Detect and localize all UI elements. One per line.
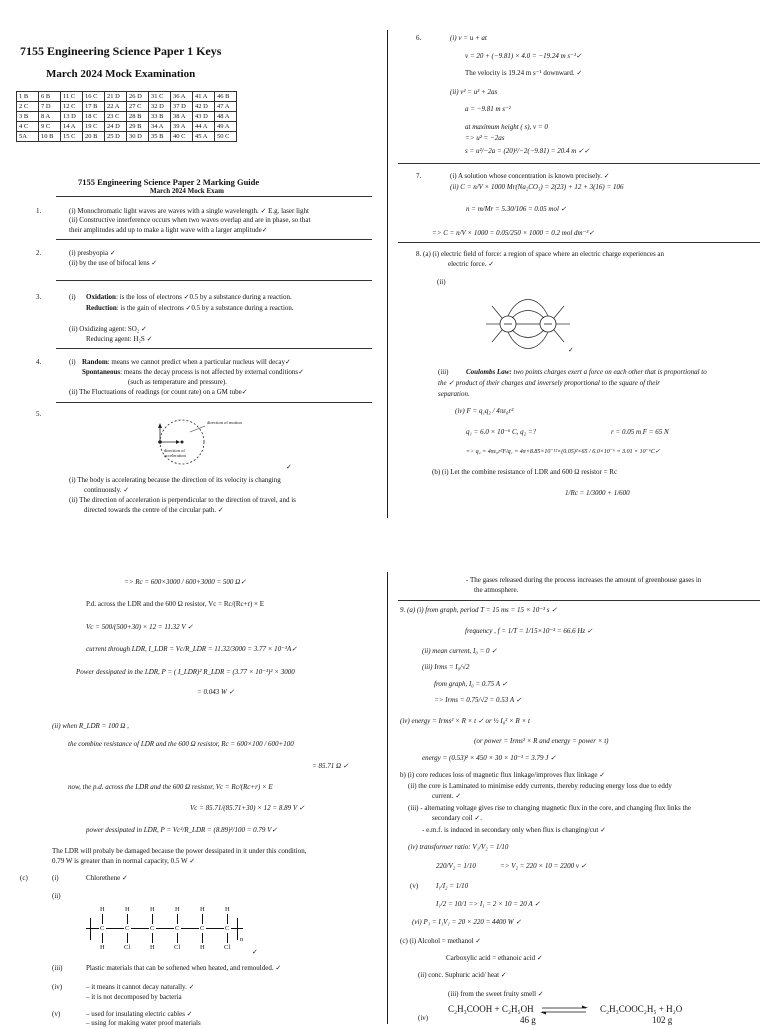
answer-text: electric force. ✓ [448,260,495,268]
equation: energy = (0.53)² × 450 × 30 × 10⁻³ = 3.79 J ✓ [422,754,556,762]
answer-key-cell: 24 D [105,122,127,132]
answer-text: n = m/Mr = 5.30/106 = 0.05 mol ✓ [466,205,567,213]
answer-text: (ii) when R_LDR = 100 Ω , [52,722,129,730]
answer-text: (ii) by the use of bifocal lens ✓ [69,259,158,267]
answer-key-cell: 5A [17,132,39,142]
atom-h: H [175,906,180,913]
answer-text: The LDR will probaly be damaged because the power dessipated in it under this condition, [52,847,307,855]
answer-key-cell: 6 B [39,92,61,102]
answer-text: (ii) v² = u² + 2as [450,88,498,96]
divider [398,600,760,601]
answer-text: (iv) energy = Irms² × R × t ✓ or ½ I₀² × R × t [400,717,530,725]
answer-text: (i) Monochromatic light waves are waves with a single wavelength. ✓ E.g. laser light [69,207,309,215]
atom-c: C [125,925,130,932]
answer-key-cell: 42 D [193,102,215,112]
answer-key-cell: 40 C [171,132,193,142]
answer-key-cell: 22 A [105,102,127,112]
answer-label: (iv) [52,983,63,991]
answer-text: 9. (a) (i) from graph, period T = 15 ms = 15 × 10⁻³ s ✓ [400,606,558,614]
answer-text: Reducing agent: H₂S ✓ [86,335,153,343]
answer-key-cell: 23 C [105,112,127,122]
answer-text: Plastic materials that can be softened when heated, and remoulded. ✓ [86,964,282,972]
answer-key-cell: 10 B [39,132,61,142]
definition: : means the decay process is not affected by external conditions✓ [120,368,304,376]
atom-h: H [200,944,205,951]
definition: : means we cannot predict when a particular nucleus will decay✓ [107,358,291,366]
bond-line [152,933,153,943]
atom-h: H [150,906,155,913]
equilibrium-arrow [540,1005,590,1015]
divider [56,239,372,240]
answer-text: r = 0.05 m F = 65 N [611,428,669,436]
answer-key-cell: 27 C [127,102,149,112]
answer-key-cell: 49 A [215,122,237,132]
answer-text: a = −9.81 m s⁻² [465,105,511,113]
answer-key-cell: 4 C [17,122,39,132]
equation: power dessipated in LDR, P = Vc²/R_LDR = (8.89)²/100 = 0.79 V✓ [86,826,278,834]
check-mark: ✓ [252,948,258,956]
label-direction-of-motion: direction of motion [207,420,242,425]
answer-label: (iii) [52,964,63,972]
answer-text: – using for making water proof materials [86,1019,201,1027]
answer-text: (ii) Constructive interference occurs when two waves overlap and are in phase, so that [69,216,311,224]
atom-c: C [200,925,205,932]
answer-key-cell: 26 D [127,92,149,102]
term: Oxidation [86,293,116,301]
centre-point [181,441,184,444]
answer-key-cell: 28 B [127,112,149,122]
reaction-products: C₂H₃COOC₂H₅ + H₂O [600,1004,683,1014]
term: Spontaneous [82,368,121,376]
definition: : is the loss of electrons ✓0.5 by a substance during a reaction. [115,293,292,301]
equation: I₁/I₂ = 1/10 [436,882,469,890]
atom-cl: Cl [124,944,131,951]
bond-line [127,933,128,943]
answer-text: Carboxylic acid = ethanoic acid ✓ [446,954,543,962]
answer-text: => q₂ = 4πε₀r²F/q₁ = 4π×8.85×10⁻¹²×(0.05)²×65 / 6.0×10⁻⁶ = 3.01 × 10⁻⁶C✓ [466,449,660,455]
answer-text: P.d. across the LDR and the 600 Ω resistor, Vc = Rc/(Rc+r) × E [86,600,264,608]
check-mark: ✓ [568,346,574,354]
divider [56,348,372,349]
bond-line [131,928,149,929]
answer-key-cell: 30 D [127,132,149,142]
atom-h: H [150,944,155,951]
paper2-title: 7155 Engineering Science Paper 2 Marking Guide [78,177,260,187]
answer-text: 8. (a) (i) electric field of force: a region of space where an electric charge experiences an [416,250,665,258]
product-mass: 102 g [652,1015,673,1025]
bond-line [237,918,238,940]
field-line [512,311,544,319]
answer-key-cell: 47 A [215,102,237,112]
answer-text [86,293,292,302]
answer-text: Chlorethene ✓ [86,874,128,882]
answer-label: (i) [52,874,59,882]
term: Reduction [86,304,117,312]
answer-text: => C = n/V × 1000 = 0.05/250 × 1000 = 0.2 mol dm⁻³✓ [432,229,595,237]
answer-text: the combine resistance of LDR and the 600 Ω resistor, Rc = 600×100 / 600+100 [68,740,294,748]
term: Random [82,358,108,366]
answer-key-cell: 18 C [83,112,105,122]
answer-label: (v) [52,1010,61,1018]
answer-text: (ii) The direction of acceleration is perpendicular to the direction of travel, and is [69,496,296,504]
divider [398,163,760,164]
answer-text: (ii) the core is Laminated to minimise eddy currents, thereby reducing energy loss due to eddy [408,782,672,790]
answer-key-cell: 50 C [215,132,237,142]
table-row [17,112,237,122]
answer-text: the atmosphere. [474,586,519,594]
answer-key-cell: 44 A [193,122,215,132]
equation: => Rc = 600×3000 / 600+3000 = 500 Ω✓ [124,578,247,586]
answer-key-cell: 29 B [127,122,149,132]
bond-line [102,933,103,943]
circular-motion-diagram [150,418,260,470]
answer-key-cell: 35 B [149,132,171,142]
equation: (iv) transformer ratio: V₁/V₂ = 1/10 [408,843,509,851]
repeat-n: n [240,936,244,943]
electric-field-diagram [482,290,592,358]
divider [56,280,372,281]
answer-key-table [16,91,237,142]
answer-text: b) (i) core reduces loss of magnetic flux linkage/improves flux linkage ✓ [400,771,606,779]
question-number: 7. [416,172,422,180]
answer-label: (v) [410,882,419,890]
answer-key-cell: 2 C [17,102,39,112]
answer-text: – it means it cannot decay naturally. ✓ [86,983,195,991]
answer-key-cell: 37 D [171,102,193,112]
answer-key-cell: 7 D [39,102,61,112]
answer-text: 0.79 W is greater than in normal capacity, 0.5 W ✓ [52,857,196,865]
atom-h: H [225,906,230,913]
answer-key-cell: 45 A [193,132,215,142]
answer-key-cell: 1 B [17,92,39,102]
divider [56,196,372,197]
answer-text: – it is not decomposed by bacteria [86,993,182,1001]
column-divider [387,572,388,1024]
answer-text: (ii) The Fluctuations of readings (or count rate) on a GM tube✓ [69,388,248,396]
bond-line [177,914,178,924]
answer-text: (c) (i) Alcohol = methanol ✓ [400,937,482,945]
bond-line [102,914,103,924]
answer-key-cell: 3 B [17,112,39,122]
question-number: 1. [36,207,42,215]
answer-text [86,304,294,313]
answer-key-cell: 12 C [61,102,83,112]
answer-text: continuously. ✓ [84,486,130,494]
pvc-polymer-structure [86,906,256,958]
answer-key-cell: 36 A [171,92,193,102]
equation: frequency , f = 1/T = 1/15×10⁻³ = 66.6 Hz ✓ [465,627,593,635]
term: Coulombs Law: [466,368,512,376]
equation: = 0.043 W ✓ [197,688,235,696]
answer-key-cell: 25 D [105,132,127,142]
answer-key-cell: 32 D [149,102,171,112]
answer-key-cell: 21 D [105,92,127,102]
atom-h: H [100,906,105,913]
answer-text: (ii) Oxidizing agent: SO₂ ✓ [69,325,147,333]
reaction-reactants: C₂H₃COOH + C₂H₅OH [448,1004,534,1014]
answer-text: (i) A solution whose concentration is known precisely. ✓ [450,172,610,180]
answer-text: => u² = −2as [465,134,505,142]
answer-text: (i) v = u + at [450,34,487,42]
bond-line [152,914,153,924]
field-line [554,330,564,342]
bond-line [202,914,203,924]
answer-key-cell: 15 C [61,132,83,142]
definition: : is the gain of electrons ✓0.5 by a substance during a reaction. [116,304,294,312]
answer-key-cell: 20 B [83,132,105,142]
acceleration-arrowhead [176,440,180,444]
answer-text: current. ✓ [432,792,462,800]
bond-line [90,918,91,940]
bond-line [86,928,99,929]
answer-label: (i) [69,293,76,301]
answer-key-cell: 43 D [193,112,215,122]
answer-text: (such as temperature and pressure). [128,378,227,386]
answer-key-cell: 46 B [215,92,237,102]
answer-text: the ✓ product of their charges and inversely proportional to the square of their [438,379,660,387]
answer-text: (iii) from the sweet fruity smell ✓ [448,990,544,998]
answer-label: (c) [20,874,28,882]
bond-line [127,914,128,924]
check-mark: ✓ [286,463,292,471]
atom-h: H [100,944,105,951]
answer-label: (i) [69,358,76,366]
answer-label: (ii) [52,892,61,900]
question-number: 6. [416,34,422,42]
answer-text: now, the p.d. across the LDR and the 600 Ω resistor, Vc = Rc/(Rc+r) × E [68,783,273,791]
answer-text: (b) (i) Let the combine resistance of LDR and 600 Ω resistor = Rc [432,468,618,476]
field-line [492,330,502,342]
motion-arrowhead [158,423,162,428]
answer-text [82,358,291,367]
answer-text: - e.m.f. is induced in secondary only when flux is changing/cut ✓ [422,826,606,834]
bond-line [202,933,203,943]
atom-c: C [175,925,180,932]
table-row [17,122,237,132]
equation: = 85.71 Ω ✓ [312,762,349,770]
atom-cl: Cl [224,944,231,951]
bond-line [206,928,224,929]
table-row [17,132,237,142]
answer-key-cell: 31 C [149,92,171,102]
answer-key-cell: 14 A [61,122,83,132]
equation: Vc = 500/(500+30) × 12 = 11.32 V ✓ [86,623,194,631]
answer-text: secondary coil ✓. [432,814,482,822]
answer-text: (i) The body is accelerating because the direction of its velocity is changing [69,476,281,484]
equation: I₁/2 = 10/1 => I₁ = 2 × 10 = 20 A ✓ [436,900,541,908]
answer-key-cell: 39 A [171,122,193,132]
answer-key-cell: 41 A [193,92,215,102]
answer-text: (i) presbyopia ✓ [69,249,116,257]
divider [398,242,760,243]
question-number: 2. [36,249,42,257]
field-line [512,330,544,338]
answer-text: – used for insulating electric cables ✓ [86,1010,193,1018]
definition: two points charges exert a force on each other that is proportional to [511,368,707,376]
answer-key-cell: 11 C [61,92,83,102]
answer-text: (iii) - alternating voltage gives rise to changing magnetic flux in the core, and changing flux links the [408,804,692,812]
atom-c: C [225,925,230,932]
bond-line [106,928,124,929]
answer-key-cell: 17 B [83,102,105,112]
equation: => Irms = 0.75/√2 = 0.53 A ✓ [434,696,522,704]
atom-h: H [125,906,130,913]
answer-key-cell: 38 A [171,112,193,122]
atom-c: C [150,925,155,932]
answer-text: - The gases released during the process increases the amount of greenhouse gases in [466,576,702,584]
equation: (vi) P₁ = I₁V₁ = 20 × 220 = 4400 W ✓ [412,918,522,926]
answer-label: (ii) [437,278,446,286]
answer-text: (ii) C = n/V × 1000 Mr(Na₂CO₃) = 2(23) + 12 + 3(16) = 106 [450,183,624,191]
page-title: 7155 Engineering Science Paper 1 Keys [20,44,222,58]
answer-text [466,368,756,377]
answer-text: (iii) Irms = I₀/√2 [422,663,470,671]
divider [56,402,372,403]
atom-c: C [100,925,105,932]
answer-key-cell: 33 B [149,112,171,122]
equation: Power dessipated in the LDR, P = ( I_LDR)² R_LDR = (3.77 × 10⁻³)² × 3000 [76,668,295,676]
label-direction-of-acceleration: direction of acceleration [164,448,186,458]
equation: => V₂ = 220 × 10 = 2200 v ✓ [500,862,587,870]
page-subtitle: March 2024 Mock Examination [46,68,196,80]
answer-key-cell: 13 D [61,112,83,122]
reactant-mass: 46 g [520,1015,536,1025]
answer-key-cell: 16 C [83,92,105,102]
answer-label: (iii) [438,368,449,376]
answer-text: at maximum height ( s), v = 0 [465,123,548,131]
equation: Vc = 85.71/(85.71+30) × 12 = 8.89 V ✓ [190,804,305,812]
answer-key-cell: 48 A [215,112,237,122]
answer-key-cell: 8 A [39,112,61,122]
answer-text: (ii) mean current, I₀ = 0 ✓ [422,647,498,655]
column-divider [387,30,388,518]
bond-line [156,928,174,929]
answer-text: v = 20 + (−9.81) × 4.0 = −19.24 m s⁻¹✓ [465,52,582,60]
atom-cl: Cl [174,944,181,951]
field-line [554,306,564,318]
question-number: 5. [36,410,42,418]
answer-text: directed towards the centre of the circular path. ✓ [84,506,224,514]
answer-text: their amplitudes add up to make a light wave with a larger amplitude✓ [69,226,268,234]
table-row [17,92,237,102]
question-number: 3. [36,293,42,301]
answer-text: (iv) F = q₁q₂ / 4πε₀r² [455,407,514,415]
question-number: 4. [36,358,42,366]
equation: current through LDR, I_LDR = Vc/R_LDR = 11.32/3000 = 3.77 × 10⁻³A✓ [86,645,298,653]
answer-key-cell: 19 C [83,122,105,132]
answer-text: from graph, I₀ = 0.75 A ✓ [434,680,508,688]
answer-text: separation. [438,390,470,398]
field-line [492,306,502,318]
answer-text: The velocity is 19.24 m s⁻¹ downward. ✓ [465,69,583,77]
table-row [17,102,237,112]
bond-line [227,933,228,943]
answer-label: (iv) [418,1014,429,1022]
field-line [508,300,548,317]
atom-h: H [200,906,205,913]
bond-line [177,933,178,943]
answer-text [82,368,304,377]
answer-key-cell: 9 C [39,122,61,132]
paper2-subtitle: March 2024 Mock Exam [150,187,224,195]
field-line [508,332,548,349]
answer-key-cell: 34 A [149,122,171,132]
bond-line [181,928,199,929]
equation: 1/Rc = 1/3000 + 1/600 [565,489,630,497]
bond-line [227,914,228,924]
answer-text: s = u²/−2a = (20)²/−2(−9.81) = 20.4 m ✓✓ [465,147,590,155]
answer-text: (or power = Irms² × R and energy = power × t) [474,737,609,745]
equation: 220/V₂ = 1/10 [436,862,476,870]
answer-text: q₁ = 6.0 × 10⁻⁶ C, q₂ =? [466,428,537,436]
answer-text: (ii) conc. Suphuric acid/ heat ✓ [418,971,507,979]
